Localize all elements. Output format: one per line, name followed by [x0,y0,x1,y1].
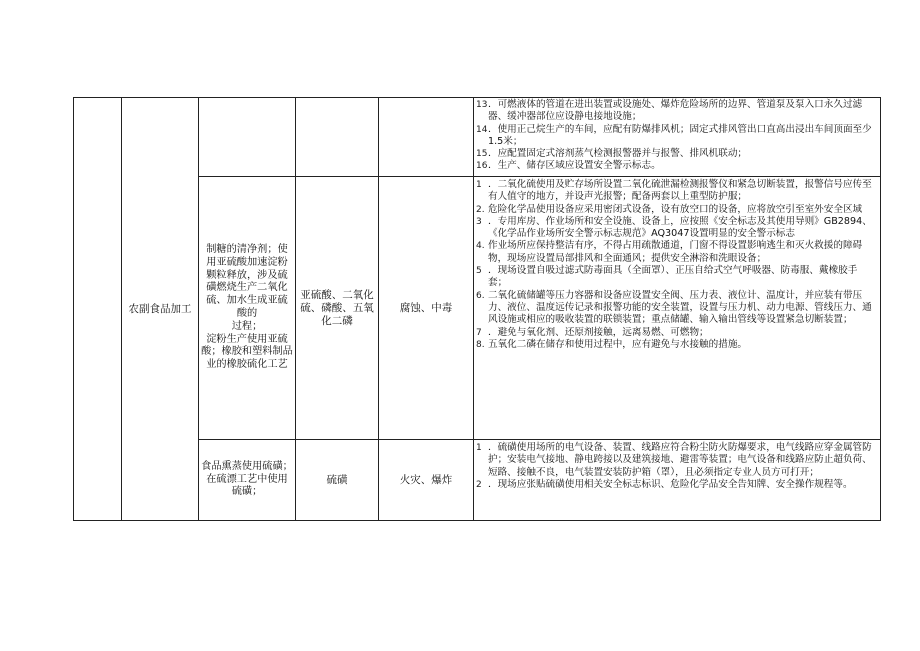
process-line: 酸；橡胶和塑料制品 [201,346,293,358]
process-line: 酸的 [236,308,258,319]
process-line: 磺燃烧生产二氧化 [206,282,288,294]
measure-item: 2 ．现场应张贴硫磺使用相关安全标志标识、危险化学品安全告知牌、安全操作规程等。 [476,478,853,490]
row2-substances-cell [296,177,378,439]
row3-measures [476,442,876,491]
row3-substances-cell [296,440,378,520]
process-line: 硫磺； [231,486,263,498]
measure-item: 8. 五氧化二磷在储存和使用过程中，应有避免与水接触的措施。 [476,338,748,350]
row2-process-cell [199,177,295,439]
col-divider-5 [473,97,474,521]
substance-line: 亚硫酸、二氧化 [300,288,374,301]
hazard-label: 火灾、爆炸 [399,473,453,486]
substance-line: 化二磷 [321,314,353,327]
row1-measures [476,99,876,173]
substance-line: 硫、磷酸、五氧 [300,301,374,314]
measure-item: 4. 作业场所应保持整洁有序，不得占用疏散通道，门窗不得设置影响逃生和灭火救援的障碍物，现场应设置局部排风和全面通风；提供安全淋浴和洗眼设备； [476,240,863,264]
table-border-left [73,97,74,521]
table-border-bottom [73,520,881,521]
measure-item: 3 ．专用库房、作业场所和安全设施、设备上，应按照《安全标志及其使用导则》GB2894、《化学品作业场所安全警示标志规范》AQ3047设置明显的安全警示标志 [476,215,872,240]
process-line: 过程； [231,320,263,332]
hazard-label: 腐蚀、中毒 [399,301,453,314]
measure-item: 15 ．应配置固定式溶剂蒸气检测报警器并与报警、排风机联动； [476,148,748,160]
industry-label: 农副食品加工 [128,302,192,315]
substance-label: 硫磺 [326,473,348,486]
measure-item: 16 ．生产、储存区域应设置安全警示标志。 [476,160,661,172]
measure-item: 13 ．可燃液体的管道在进出装置或设施处、爆炸危险场所的边界、管道泵及泵入口永久过滤器、缓冲器部位应设静电接地设施； [476,99,863,123]
process-line: 食品熏蒸使用硫磺； [201,460,293,472]
measure-item: 5 ．现场设置自吸过滤式防毒面具（全面罩）、正压自给式空气呼吸器、防毒服、戴橡胶手套； [476,265,858,289]
process-line: 在硫漂工艺中使用 [206,473,288,485]
process-line: 制糖的清净剂；使 [206,244,288,256]
row2-hazards-cell [379,177,473,439]
process-line: 颗粒释放，涉及硫 [206,269,288,281]
measure-item: 7 ．避免与氧化剂、还原剂接触，远离易燃、可燃物； [476,326,709,338]
measure-item: 1 ．硫磺使用场所的电气设备、装置、线路应符合粉尘防火防爆要求，电气线路应穿金属管防护；安装电气接地、静电跨接以及建筑接地、避雷等装置；电气设备和线路应防止超负荷、短路、接触不良，电气装置安装防护箱（罩），且必须指定专业人员方可打开； [476,442,872,478]
measure-item: 6. 二氧化硫储罐等压力容器和设备应设置安全阀、压力表、液位计、温度计，并应装有带压力、液位、温度远传记录和报警功能的安全装置，设置与压力机、动力电源、管线压力、通风设施或相应的吸收装置的联锁装置；重点储罐、输入输出管线等设置紧急切断装置； [476,289,872,326]
row2-measures [476,179,876,351]
process-line: 淀粉生产使用亚硫 [206,333,288,345]
measure-item: 2. 危险化学品使用设备应采用密闭式设备，设有放空口的设备，应将放空引至室外安全区域 [476,203,863,215]
process-line: 硫、加水生成亚硫 [206,295,288,307]
industry-cell [122,98,198,520]
measure-item: 1 ．二氧化硫使用及贮存场所设置二氧化硫泄漏检测报警仪和紧急切断装置，报警信号应传至有人值守的地方，并设声光报警；配备两套以上重型防护服； [476,179,872,203]
table-border-right [880,97,881,521]
row3-hazards-cell [379,440,473,520]
process-line: 业的橡胶硫化工艺 [206,359,288,371]
row3-process-cell [199,440,295,520]
measure-item: 14 ．使用正己烷生产的车间，应配有防爆排风机；固定式排风管出口直高出浸出车间顶面至少1.5米； [476,123,872,147]
process-line: 用亚硫酸加速淀粉 [206,256,288,268]
